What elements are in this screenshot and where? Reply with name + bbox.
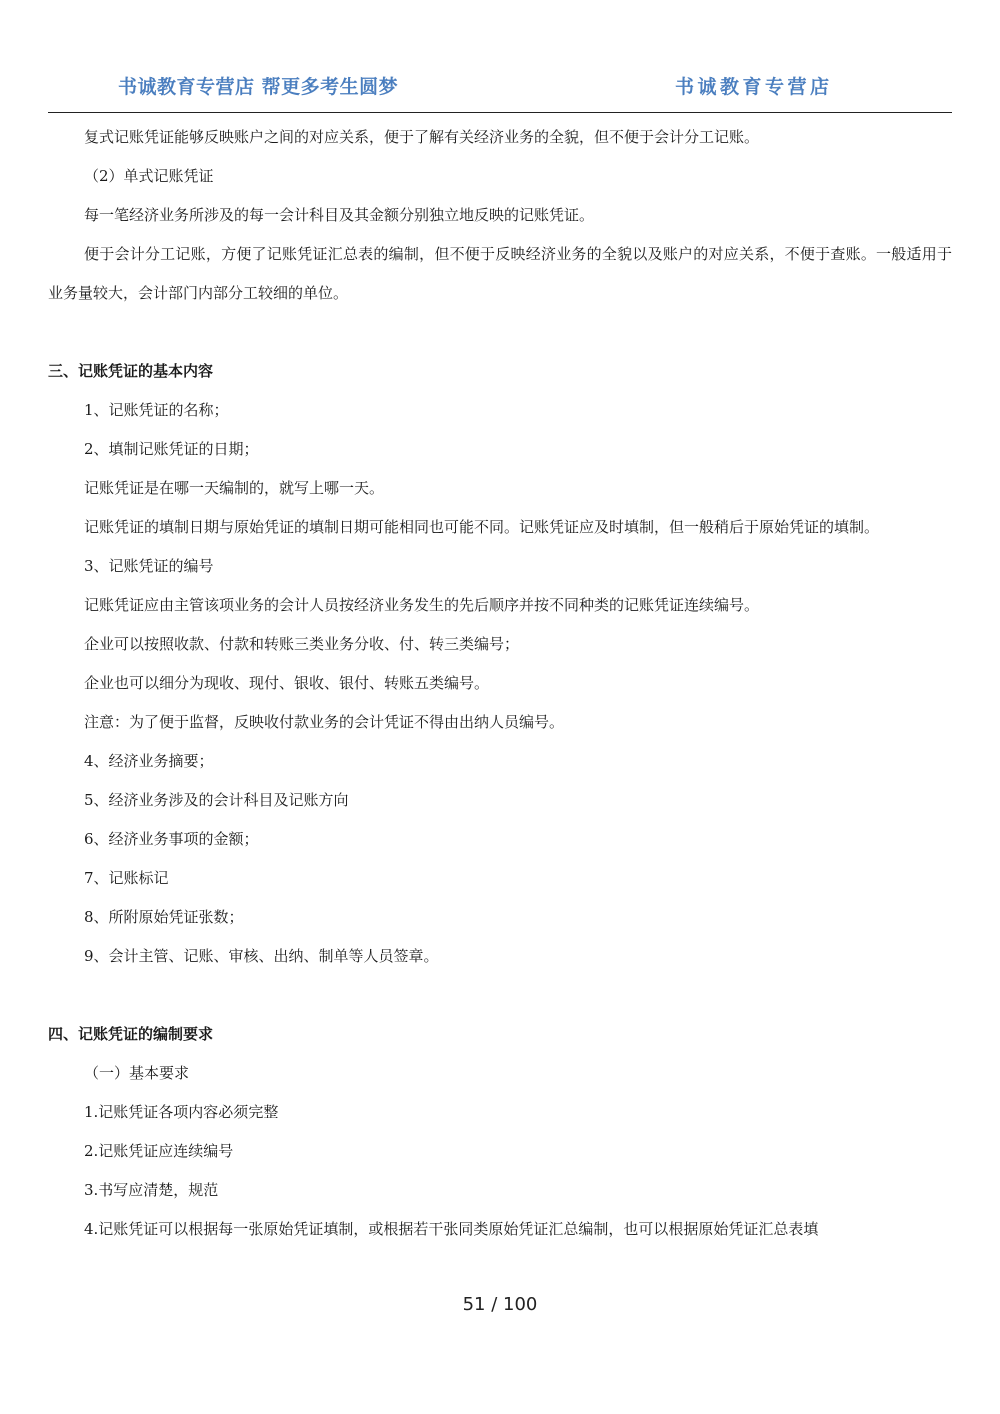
header-brand-name: 书诚教育专营店 xyxy=(675,76,833,98)
section-heading: 四、记账凭证的编制要求 xyxy=(48,1025,214,1043)
list-item: 3.书写应清楚，规范 xyxy=(84,1181,219,1199)
list-item: 8、所附原始凭证张数； xyxy=(84,908,244,926)
paragraph: 企业也可以细分为现收、现付、银收、银付、转账五类编号。 xyxy=(84,674,490,692)
header-divider xyxy=(48,112,952,113)
spacer xyxy=(48,976,952,1015)
subheading: （一）基本要求 xyxy=(84,1064,190,1082)
list-item: 2、填制记账凭证的日期； xyxy=(84,440,259,458)
paragraph: 记账凭证的填制日期与原始凭证的填制日期可能相同也可能不同。记账凭证应及时填制，但一般稍后于原始凭证的填制。 xyxy=(84,518,880,536)
list-item: 1、记账凭证的名称； xyxy=(84,401,229,419)
list-item: 9、会计主管、记账、审核、出纳、制单等人员签章。 xyxy=(84,947,439,965)
list-item: 4.记账凭证可以根据每一张原始凭证填制，或根据若干张同类原始凭证汇总编制，也可以根据原始凭证汇总表填 xyxy=(84,1220,819,1238)
list-item: 4、经济业务摘要； xyxy=(84,752,214,770)
list-item: 3、记账凭证的编号 xyxy=(84,557,214,575)
paragraph: 记账凭证应由主管该项业务的会计人员按经济业务发生的先后顺序并按不同种类的记账凭证连续编号。 xyxy=(84,596,760,614)
section-heading: 三、记账凭证的基本内容 xyxy=(48,362,214,380)
paragraph: 记账凭证是在哪一天编制的，就写上哪一天。 xyxy=(84,479,385,497)
list-item: 1.记账凭证各项内容必须完整 xyxy=(84,1103,279,1121)
list-item: 2.记账凭证应连续编号 xyxy=(84,1142,234,1160)
list-item: 5、经济业务涉及的会计科目及记账方向 xyxy=(84,791,349,809)
paragraph: 每一笔经济业务所涉及的每一会计科目及其金额分别独立地反映的记账凭证。 xyxy=(84,206,595,224)
page-number: 51 / 100 xyxy=(462,1294,538,1315)
header-brand-slogan: 书诚教育专营店 帮更多考生圆梦 xyxy=(118,76,399,98)
note: 注意：为了便于监督，反映收付款业务的会计凭证不得由出纳人员编号。 xyxy=(84,713,565,731)
paragraph: 企业可以按照收款、付款和转账三类业务分收、付、转三类编号； xyxy=(84,635,520,653)
list-item: 7、记账标记 xyxy=(84,869,169,887)
document-body xyxy=(48,118,952,1249)
spacer xyxy=(48,313,952,352)
subheading: （2）单式记账凭证 xyxy=(84,167,214,185)
paragraph: 便于会计分工记账，方便了记账凭证汇总表的编制，但不便于反映经济业务的全貌以及账户的对应关系，不便于查账。一般适用于业务量较大，会计部门内部分工较细的单位。 xyxy=(48,245,952,302)
list-item: 6、经济业务事项的金额； xyxy=(84,830,259,848)
paragraph: 复式记账凭证能够反映账户之间的对应关系，便于了解有关经济业务的全貌，但不便于会计分工记账。 xyxy=(84,128,760,146)
